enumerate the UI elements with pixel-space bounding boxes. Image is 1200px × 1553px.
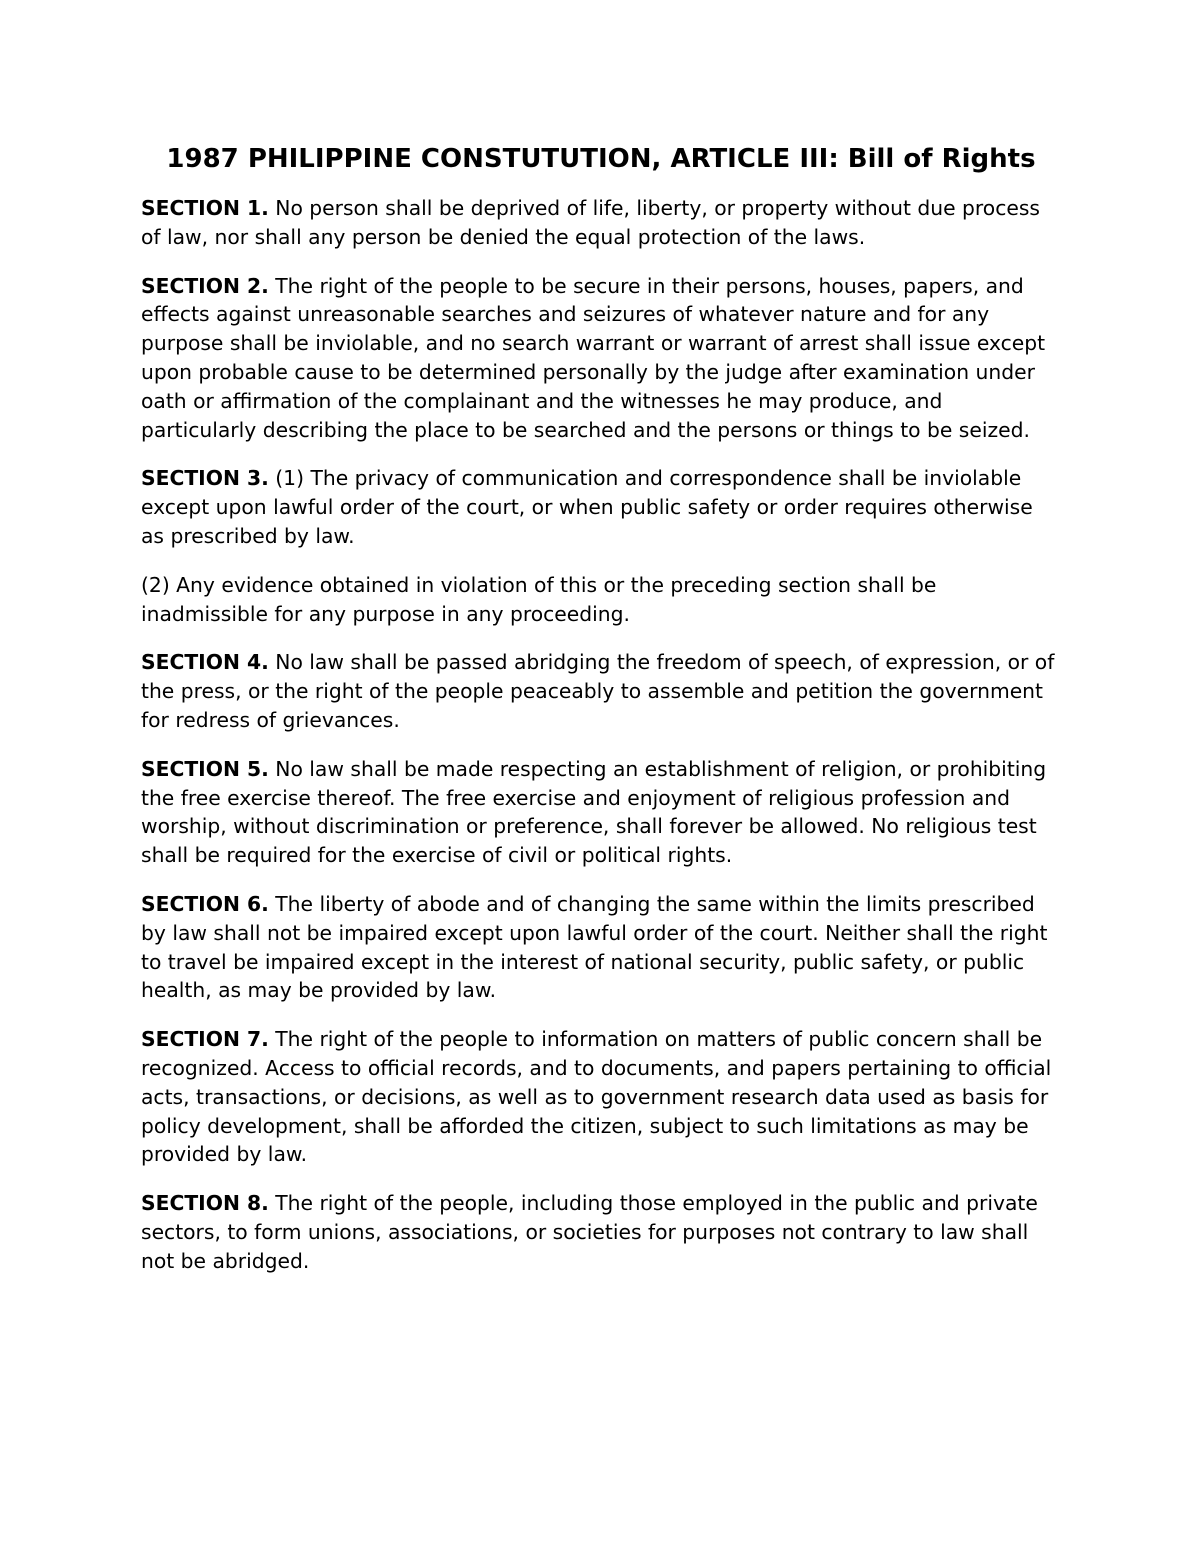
section-label: SECTION 4. [141,650,269,675]
document-title: 1987 PHILIPPINE CONSTUTUTION, ARTICLE III: Bill of Rights [166,144,1036,174]
section-text: The liberty of abode and of changing the same within the limits prescribed by law shall not be impaired except upon lawful order of the court. Neither shall the right to travel be impaired except in the interest of national security, public safety, or public health, as may be provided by law. [141,891,1048,1003]
section-4-paragraph [141,648,1061,734]
section-label: SECTION 5. [141,756,269,781]
section-6-paragraph [141,890,1061,1005]
section-text: (1) The privacy of communication and correspondence shall be inviolable except upon lawful order of the court, or when public safety or order requires otherwise as prescribed by law. [141,466,1033,548]
section-5-paragraph [141,755,1061,870]
section-text: The right of the people to information on matters of public concern shall be recognized. Access to official records, and to documents, and papers pertaining to official acts, transactions, or decisions, as well as to government research data used as basis for policy development, shall be afforded the citizen, subject to such limitations as may be provided by law. [141,1027,1052,1167]
section-label: SECTION 7. [141,1027,269,1052]
section-3-paragraph [141,464,1061,550]
document-page [141,140,1061,1296]
section-8-paragraph [141,1189,1061,1275]
section-7-paragraph [141,1025,1061,1169]
section-1-paragraph [141,194,1061,252]
section-2-paragraph [141,272,1061,445]
section-text: No law shall be made respecting an establishment of religion, or prohibiting the free exercise thereof. The free exercise and enjoyment of religious profession and worship, without discrimination or preference, shall forever be allowed. No religious test shall be required for the exercise of civil or political rights. [141,756,1047,868]
section-label: SECTION 8. [141,1191,269,1216]
section-label: SECTION 3. [141,466,269,491]
section-text: No person shall be deprived of life, liberty, or property without due process of law, nor shall any person be denied the equal protection of the laws. [141,196,1040,249]
section-text: The right of the people, including those employed in the public and private sectors, to form unions, associations, or societies for purposes not contrary to law shall not be abridged. [141,1191,1038,1273]
section-label: SECTION 6. [141,891,269,916]
section-text: The right of the people to be secure in their persons, houses, papers, and effects against unreasonable searches and seizures of whatever nature and for any purpose shall be inviolable, and no search warrant or warrant of arrest shall issue except upon probable cause to be determined personally by the judge after examination under oath or affirmation of the complainant and the witnesses he may produce, and particularly describing the place to be searched and the persons or things to be seized. [141,273,1046,442]
section-3-subparagraph-2 [141,571,1061,629]
section-label: SECTION 2. [141,273,269,298]
section-text: No law shall be passed abridging the freedom of speech, of expression, or of the press, or the right of the people peaceably to assemble and petition the government for redress of grievances. [141,650,1055,732]
section-label: SECTION 1. [141,196,269,220]
section-text: (2) Any evidence obtained in violation of this or the preceding section shall be inadmissible for any purpose in any proceeding. [141,572,937,626]
